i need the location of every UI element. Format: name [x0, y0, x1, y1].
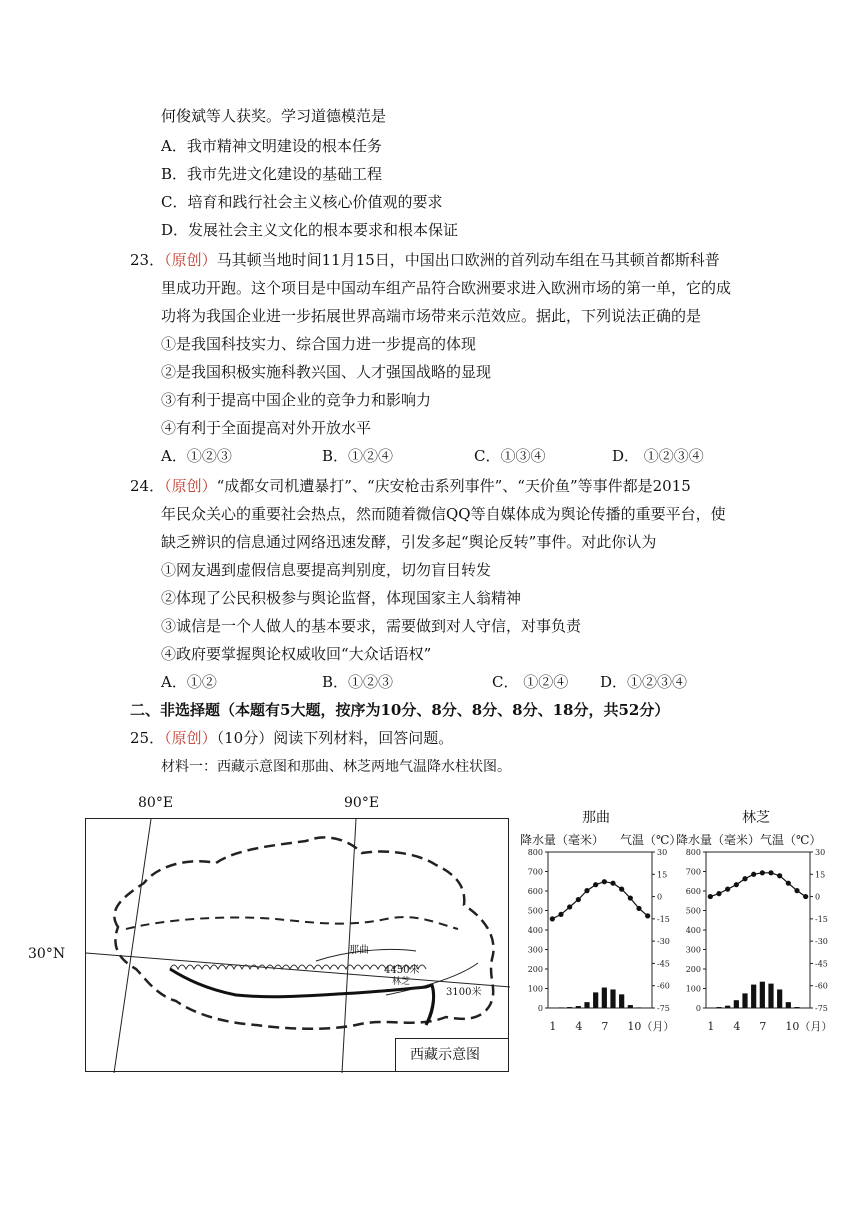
q24-tag: （原创） [164, 477, 217, 495]
naqu-temp-point [558, 912, 563, 917]
option-a: A．我市精神文明建设的根本任务 [161, 137, 382, 155]
tibet-map-svg [86, 819, 510, 1073]
naqu-temp-point [602, 879, 607, 884]
meridian-80 [114, 819, 151, 1073]
linzhi-temp-point [725, 887, 730, 892]
linzhi-temp-point [708, 894, 713, 899]
linzhi-ytick-right-label: -60 [815, 981, 828, 991]
q24-number: 24． [130, 477, 165, 495]
naqu-xtick-label: 4 [575, 1020, 583, 1033]
naqu-ytick-right-label: 15 [657, 870, 668, 880]
linzhi-ytick-left-label: 800 [685, 848, 701, 857]
q24-line3: 缺乏辨识的信息通过网络迅速发酵，引发多起“舆论反转”事件。对此你认为 [161, 533, 657, 551]
tibet-map [85, 818, 509, 1072]
naqu-precip-bar [602, 988, 607, 1008]
linzhi-xtick-label: 1 [707, 1020, 715, 1033]
tibet-boundary [114, 837, 493, 1028]
naqu-plot-frame [548, 852, 652, 1008]
naqu-temp-point [593, 882, 598, 887]
linzhi-ytick-right-label: -30 [815, 937, 828, 947]
naqu-temp-line [552, 882, 647, 919]
naqu-temp-point [628, 895, 633, 900]
naqu-ytick-right-label: -45 [657, 959, 670, 969]
naqu-ytick-left-label: 100 [527, 984, 543, 994]
map-caption: 西藏示意图 [410, 1047, 480, 1063]
naqu-temp-point [619, 887, 624, 892]
linzhi-temp-point [716, 891, 721, 896]
naqu-temp-point [610, 881, 615, 886]
linzhi-precip-bar [794, 1007, 799, 1008]
linzhi-temp-point [760, 870, 765, 875]
section-2-heading: 二、非选择题（本题有5大题，按序为10分、8分、8分、8分、18分，共52分） [130, 701, 670, 719]
q23-line2: 里成功开跑。这个项目是中国动车组产品符合欧洲要求进入欧洲市场的第一单，它的成 [161, 279, 732, 297]
linzhi-temp-point [777, 873, 782, 878]
naqu-ytick-left-label: 0 [537, 1004, 543, 1013]
linzhi-temp-point [751, 872, 756, 877]
naqu-ytick-right-label: -15 [657, 914, 670, 924]
linzhi-ytick-left-label: 300 [685, 945, 701, 955]
naqu-precip-bar [584, 1002, 589, 1008]
linzhi-precip-bar [734, 1000, 739, 1008]
linzhi-ytick-left-label: 700 [685, 867, 701, 877]
q23-option-d: D． ①②③④ [612, 447, 704, 465]
linzhi-ylabel-left: 降水量（毫米） [676, 833, 761, 847]
inner-boundary [126, 917, 458, 929]
naqu-ytick-left-label: 600 [527, 887, 543, 896]
linzhi-ytick-left-label: 200 [685, 965, 701, 974]
linzhi-temp-point [768, 870, 773, 875]
line-1: 何俊斌等人获奖。学习道德模范是 [161, 107, 387, 125]
linzhi-temp-point [734, 882, 739, 887]
q23-option-b: B．①②④ [322, 447, 394, 465]
linzhi-ylabel-right: 气温（℃） [760, 833, 822, 847]
q24-option-a: A．①② [161, 673, 217, 691]
q24-option-d: D．①②③④ [600, 673, 688, 691]
naqu-ytick-right-label: 0 [657, 892, 663, 902]
linzhi-xtick-label: 7 [759, 1020, 767, 1033]
linzhi-xtick-label: 4 [733, 1020, 741, 1033]
linzhi-ytick-right-label: -15 [815, 914, 828, 924]
map-label-linzhi: 林芝 [392, 977, 411, 987]
naqu-precip-bar [610, 989, 615, 1008]
linzhi-temp-point [794, 888, 799, 893]
linzhi-temp-point [786, 881, 791, 886]
q23-option-a: A．①②③ [161, 447, 232, 465]
naqu-xtick-label: 10（月） [627, 1020, 675, 1033]
naqu-precip-bar [567, 1007, 572, 1008]
climate-charts [514, 846, 854, 1046]
option-b: B．我市先进文化建设的基础工程 [161, 165, 383, 183]
naqu-ytick-right-label: -60 [657, 981, 670, 991]
q24-line2: 年民众关心的重要社会热点，然而随着微信QQ等自媒体成为舆论传播的重要平台，使 [161, 505, 726, 523]
linzhi-precip-bar [751, 985, 756, 1008]
naqu-precip-bar [558, 1007, 563, 1008]
linzhi-temp-point [803, 894, 808, 899]
naqu-ytick-right-label: 30 [657, 848, 668, 857]
q24-option-b: B．①②③ [322, 673, 394, 691]
map-label-alt-3100: 3100米 [446, 987, 482, 998]
naqu-ytick-left-label: 500 [527, 906, 543, 916]
linzhi-ytick-left-label: 100 [685, 984, 701, 994]
linzhi-ytick-left-label: 500 [685, 906, 701, 916]
q24-option-c: C． ①②④ [492, 673, 569, 691]
option-d: D．发展社会主义文化的根本要求和根本保证 [161, 221, 459, 239]
q25-tag: （原创） [164, 729, 217, 747]
q24-statement-3: ③诚信是一个人做人的基本要求，需要做到对人守信，对事负责 [161, 617, 582, 635]
naqu-ytick-right-label: -30 [657, 937, 670, 947]
q23-statement-1: ①是我国科技实力、综合国力进一步提高的体现 [161, 335, 477, 353]
lat-30-label: 30°N [28, 946, 66, 962]
naqu-ylabel-left: 降水量（毫米） [520, 833, 605, 847]
linzhi-ytick-right-label: -45 [815, 959, 828, 969]
naqu-temp-point [645, 913, 650, 918]
linzhi-precip-bar [716, 1007, 721, 1008]
linzhi-ytick-left-label: 600 [685, 887, 701, 896]
q25-line1 [130, 728, 453, 748]
q23-statement-4: ④有利于全面提高对外开放水平 [161, 419, 372, 437]
linzhi-ytick-right-label: 15 [815, 870, 826, 880]
q23-text1: 马其顿当地时间11月15日，中国出口欧洲的首列动车组在马其顿首都斯科普 [216, 251, 720, 269]
linzhi-temp-line [710, 873, 805, 897]
naqu-precip-bar [593, 992, 598, 1008]
q25-number: 25． [130, 729, 165, 747]
q24-text1: “成都女司机遭暴打”、“庆安枪击系列事件”、“天价鱼”等事件都是2015 [216, 477, 691, 495]
map-label-naqu: 那曲 [349, 945, 369, 956]
linzhi-precip-bar [725, 1006, 730, 1008]
map-caption-box [395, 1038, 509, 1072]
linzhi-ytick-right-label: 30 [815, 848, 826, 857]
naqu-ytick-left-label: 400 [527, 926, 543, 935]
q23-line3: 功将为我国企业进一步拓展世界高端市场带来示范效应。据此，下列说法正确的是 [161, 307, 702, 325]
naqu-xtick-label: 7 [601, 1020, 609, 1033]
q23-statement-3: ③有利于提高中国企业的竞争力和影响力 [161, 391, 432, 409]
linzhi-temp-point [742, 876, 747, 881]
linzhi-precip-bar [777, 989, 782, 1008]
naqu-precip-bar [636, 1007, 641, 1008]
linzhi-ytick-left-label: 0 [695, 1004, 701, 1013]
q24-statement-1: ①网友遇到虚假信息要提高判别度，切勿盲目转发 [161, 561, 492, 579]
naqu-ylabel-right: 气温（℃） [620, 833, 682, 847]
q23-option-c: C．①③④ [474, 447, 546, 465]
lon-90-label: 90°E [344, 795, 380, 811]
q25-text1: （10分）阅读下列材料，回答问题。 [216, 729, 454, 747]
naqu-temp-point [584, 888, 589, 893]
linzhi-chart-title: 林芝 [742, 810, 770, 826]
q24-line1 [130, 476, 691, 496]
q23-line1 [130, 250, 720, 270]
linzhi-precip-bar [742, 993, 747, 1008]
q24-statement-4: ④政府要掌握舆论权威收回“大众话语权” [161, 645, 432, 663]
naqu-precip-bar [619, 994, 624, 1008]
naqu-ytick-left-label: 800 [527, 848, 543, 857]
option-c: C．培育和践行社会主义核心价值观的要求 [161, 193, 443, 211]
linzhi-xtick-label: 10（月） [785, 1020, 833, 1033]
naqu-ytick-left-label: 700 [527, 867, 543, 877]
q23-number: 23． [130, 251, 165, 269]
naqu-xtick-label: 1 [549, 1020, 557, 1033]
q23-tag: （原创） [164, 251, 217, 269]
naqu-temp-point [636, 906, 641, 911]
linzhi-plot-frame [706, 852, 810, 1008]
naqu-temp-point [567, 904, 572, 909]
naqu-temp-point [576, 897, 581, 902]
linzhi-precip-bar [760, 982, 765, 1008]
naqu-ytick-left-label: 300 [527, 945, 543, 955]
map-label-alt-4450: 4450米 [384, 965, 420, 976]
q24-statement-2: ②体现了公民积极参与舆论监督，体现国家主人翁精神 [161, 589, 522, 607]
q23-statement-2: ②是我国积极实施科教兴国、人才强国战略的显现 [161, 363, 492, 381]
lon-80-label: 80°E [138, 795, 174, 811]
q25-material: 材料一：西藏示意图和那曲、林芝两地气温降水柱状图。 [161, 759, 511, 775]
naqu-ytick-left-label: 200 [527, 965, 543, 974]
linzhi-precip-bar [786, 1002, 791, 1008]
linzhi-precip-bar [768, 984, 773, 1008]
linzhi-ytick-right-label: 0 [815, 892, 821, 902]
linzhi-ytick-left-label: 400 [685, 926, 701, 935]
naqu-precip-bar [576, 1006, 581, 1008]
naqu-chart-title: 那曲 [582, 810, 610, 826]
linzhi-ytick-right-label: -75 [815, 1004, 828, 1013]
naqu-temp-point [550, 916, 555, 921]
naqu-precip-bar [628, 1005, 633, 1008]
naqu-ytick-right-label: -75 [657, 1004, 670, 1013]
